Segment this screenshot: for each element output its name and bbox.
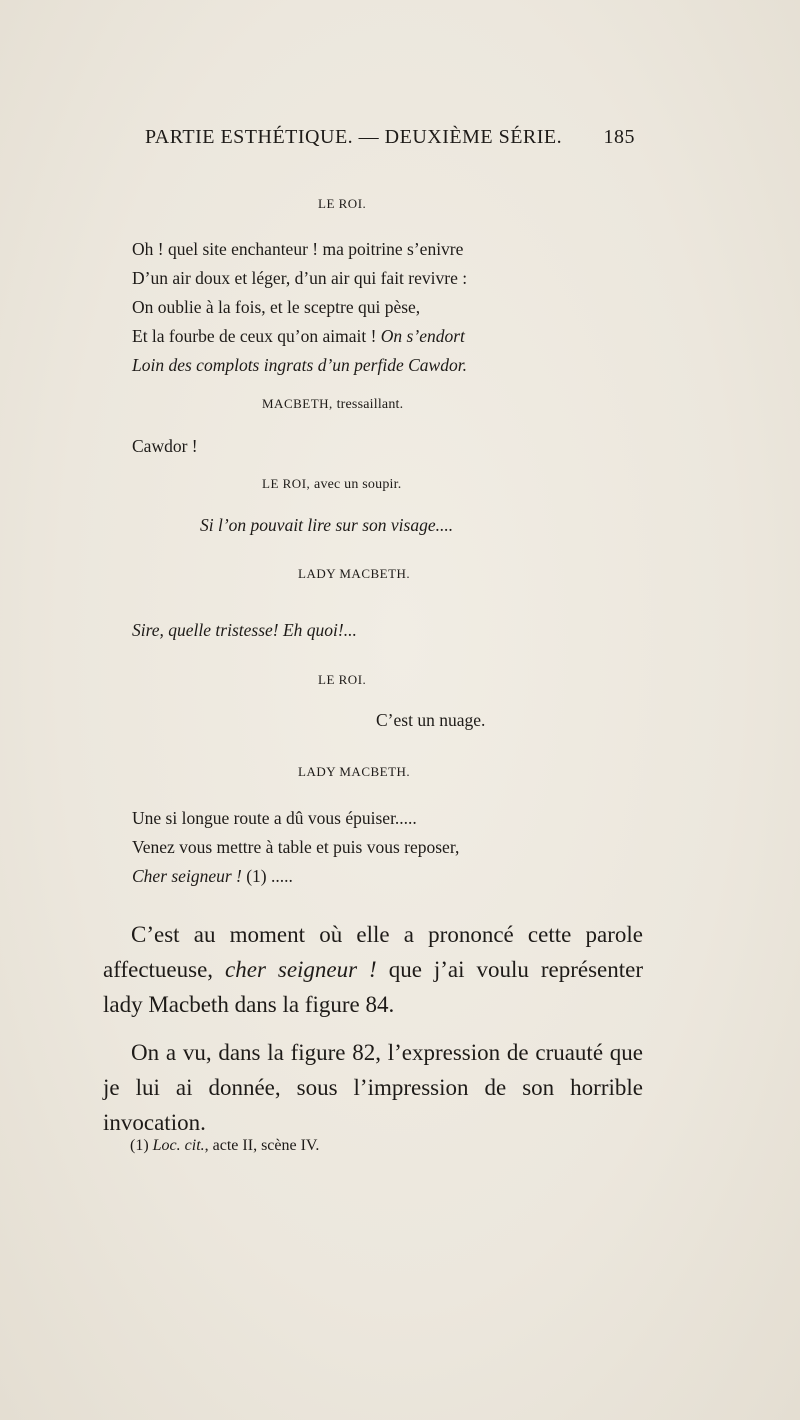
footnote-reference: Loc. cit. (152, 1137, 205, 1154)
verse-line-italic (132, 351, 467, 380)
verse-segment-italic: Sire, quelle tristesse! Eh quoi!... (132, 620, 357, 640)
footnote (130, 1137, 319, 1155)
verse-line: On oublie à la fois, et le sceptre qui pèse, (132, 297, 421, 317)
speaker-heading: LE ROI. (318, 672, 367, 687)
speaker-heading: LADY MACBETH. (298, 764, 411, 779)
verse-segment-italic: On s’endort (380, 326, 465, 346)
verse-line: Une si longue route a dû vous épuiser..... (132, 808, 417, 828)
footnote-marker: (1) (130, 1137, 153, 1154)
speaker-heading: LE ROI. (318, 196, 367, 211)
verse-line: Venez vous mettre à table et puis vous reposer, (132, 837, 460, 857)
footnote-text: , acte II, scène IV. (204, 1137, 320, 1154)
stage-direction: avec un soupir. (314, 477, 402, 492)
verse-segment: Et la fourbe de ceux qu’on aimait ! (132, 326, 381, 346)
verse-line (132, 322, 465, 351)
prose-paragraph (103, 917, 643, 1022)
verse-line (132, 862, 293, 891)
stage-direction: tressaillant. (336, 397, 404, 412)
verse-line-italic (200, 511, 453, 540)
prose-paragraph: On a vu, dans la figure 82, l’expression de cruauté que je lui ai donnée, sous l’impression de son horrible invocation. (103, 1040, 643, 1135)
running-head (145, 126, 635, 149)
speaker-heading (262, 396, 403, 413)
verse-segment: (1) ..... (241, 866, 293, 886)
verse-line: C’est un nuage. (376, 710, 486, 730)
page-number: 185 (603, 126, 635, 148)
running-head-title: PARTIE ESTHÉTIQUE. — DEUXIÈME SÉRIE. (145, 126, 563, 148)
speaker-heading (262, 476, 401, 493)
verse-segment-italic: Si l’on pouvait lire sur son visage.... (200, 515, 454, 535)
speaker-heading: LADY MACBETH. (298, 566, 411, 581)
speaker-name: LE ROI, (262, 476, 311, 491)
verse-line: Cawdor ! (132, 436, 198, 456)
verse-line: Oh ! quel site enchanteur ! ma poitrine s’enivre (132, 239, 464, 259)
prose-text-italic: cher seigneur ! (225, 957, 377, 982)
speaker-name: MACBETH, (262, 396, 333, 411)
verse-line: D’un air doux et léger, d’un air qui fait revivre : (132, 268, 468, 288)
verse-segment-italic: Cher seigneur ! (132, 866, 242, 886)
verse-segment-italic: Loin des complots ingrats d’un perfide Cawdor. (132, 355, 467, 375)
prose-text: C’est au moment où elle a prononcé cette parole affectueuse, (103, 922, 643, 982)
verse-line-italic (132, 616, 357, 645)
prose-text: que j’ai voulu représenter lady Macbeth dans la figure 84. (103, 957, 644, 1017)
